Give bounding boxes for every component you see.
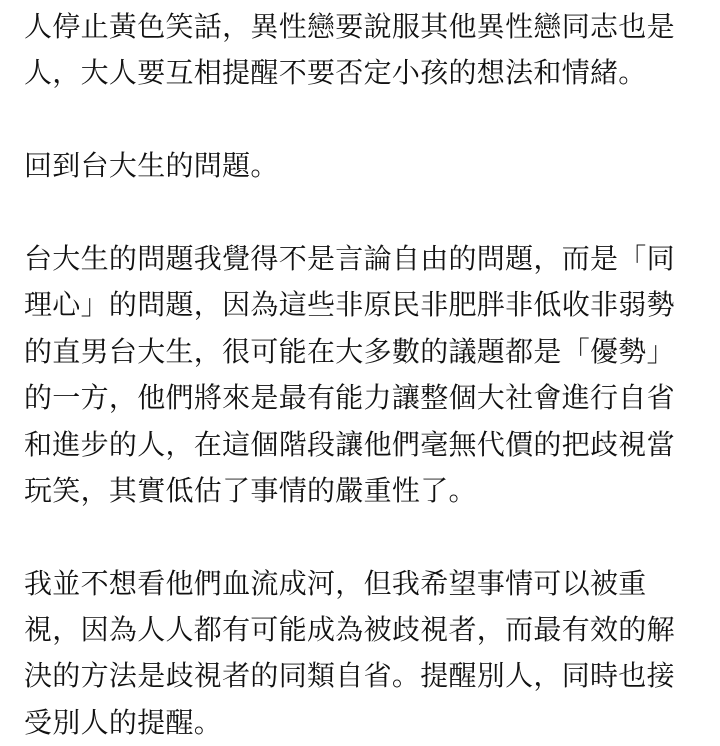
text-line: 理心」的問題，因為這些非原民非肥胖非低收非弱勢 [24, 288, 675, 322]
text-line: 玩笑，其實低估了事情的嚴重性了。 [24, 473, 477, 507]
text-line: 回到台大生的問題。 [24, 149, 279, 183]
article-body [24, 4, 704, 746]
paragraph-gap [24, 190, 704, 236]
text-line: 決的方法是歧視者的同類自省。提醒別人，同時也接 [24, 659, 675, 693]
text-line: 和進步的人，在這個階段讓他們毫無代價的把歧視當 [24, 427, 675, 461]
text-line: 我並不想看他們血流成河，但我希望事情可以被重 [24, 566, 647, 600]
paragraph-gap [24, 514, 704, 560]
text-line: 人，大人要互相提醒不要否定小孩的想法和情緒。 [24, 56, 647, 90]
text-line: 視，因為人人都有可能成為被歧視者，而最有效的解 [24, 613, 675, 647]
paragraph-2 [24, 143, 704, 189]
text-line: 人停止黃色笑話，異性戀要說服其他異性戀同志也是 [24, 10, 675, 43]
text-line: 的一方，他們將來是最有能力讓整個大社會進行自省 [24, 381, 675, 415]
paragraph-3 [24, 236, 704, 514]
text-line: 台大生的問題我覺得不是言論自由的問題，而是「同 [24, 241, 675, 275]
paragraph-4 [24, 561, 704, 746]
text-line: 的直男台大生，很可能在大多數的議題都是「優勢」 [24, 334, 675, 368]
paragraph-gap [24, 97, 704, 143]
text-line: 受別人的提醒。 [24, 705, 223, 739]
paragraph-1 [24, 4, 704, 97]
